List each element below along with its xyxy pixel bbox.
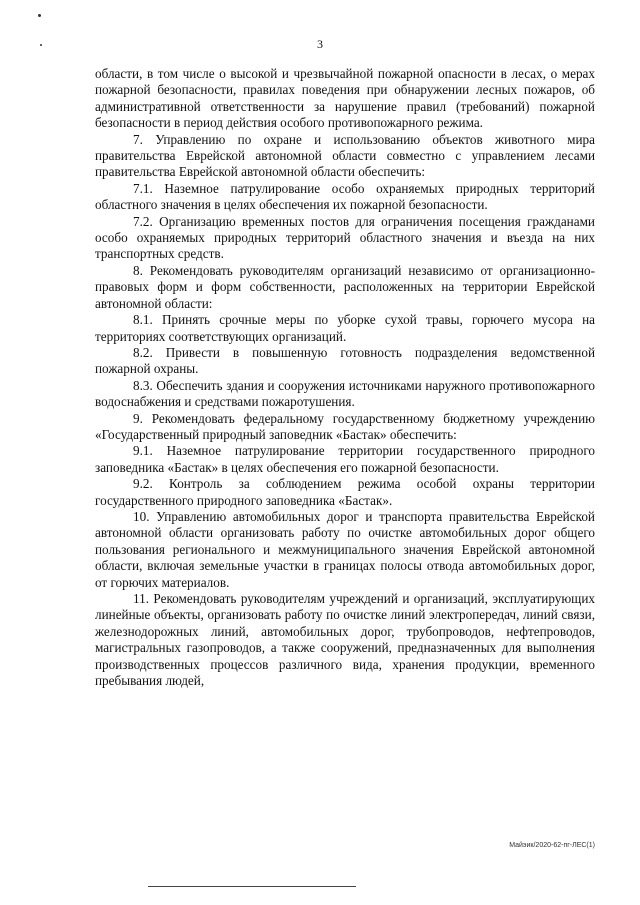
- paragraph: области, в том числе о высокой и чрезвычайной пожарной опасности в лесах, о мерах пожарной безопасности, правилах поведения при обнаружении лесных пожаров, об административной ответственности за нарушение правил (требований) пожарной безопасности в период действия особого противопожарного режима.: [95, 66, 595, 131]
- paragraph: 9.1. Наземное патрулирование территории государственного природного заповедника «Бастак» в целях обеспечения его пожарной безопасности.: [95, 443, 595, 475]
- page-number: 3: [317, 37, 323, 51]
- paragraph: 11. Рекомендовать руководителям учреждений и организаций, эксплуатирующих линейные объекты, организовать работу по очистке линий электропередач, линий связи, железнодорожных линий, автомобильных дорог, трубопроводов, нефтепроводов, магистральных газопроводов, а также сооружений, предназначенных для выполнения производственных процессов различного вида, хранения продукции, временного пребывания людей,: [95, 591, 595, 689]
- paragraph: 9. Рекомендовать федеральному государственному бюджетному учреждению «Государственный природный заповедник «Бастак» обеспечить:: [95, 410, 595, 442]
- paragraph: 8. Рекомендовать руководителям организаций независимо от организационно-правовых форм и форм собственности, расположенных на территории Еврейской автономной области:: [95, 262, 595, 311]
- paragraph: 8.3. Обеспечить здания и сооружения источниками наружного противопожарного водоснабжения и средствами пожаротушения.: [95, 377, 595, 410]
- paragraph: 8.2. Привести в повышенную готовность подразделения ведомственной пожарной охраны.: [95, 344, 595, 377]
- paragraph: 7.2. Организацию временных постов для ограничения посещения гражданами особо охраняемых природных территорий областного значения и въезда на них транспортных средств.: [95, 213, 595, 262]
- paragraph: 10. Управлению автомобильных дорог и транспорта правительства Еврейской автономной области организовать работу по очистке автомобильных дорог общего пользования регионального и межмуниципального значения Еврейской автономной области, включая земельные участки в границах полосы отвода автомобильных дорог, от горючих материалов.: [95, 508, 595, 590]
- paragraph: 8.1. Принять срочные меры по уборке сухой травы, горючего мусора на территориях соответствующих организаций.: [95, 312, 595, 344]
- footer-divider: [148, 886, 356, 887]
- paragraph: 9.2. Контроль за соблюдением режима особой охраны территории государственного природного заповедника «Бастак».: [95, 476, 595, 508]
- margin-dot: [38, 14, 41, 17]
- paragraph: 7.1. Наземное патрулирование особо охраняемых природных территорий областного значения в целях обеспечения их пожарной безопасности.: [95, 180, 595, 213]
- paragraph: 7. Управлению по охране и использованию объектов животного мира правительства Еврейской автономной области совместно с управлением лесами правительства Еврейской автономной области обеспечить:: [95, 131, 595, 180]
- document-code: Майэик/2020-62-пг-ЛЕС(1): [509, 842, 595, 849]
- document-body: [95, 66, 595, 689]
